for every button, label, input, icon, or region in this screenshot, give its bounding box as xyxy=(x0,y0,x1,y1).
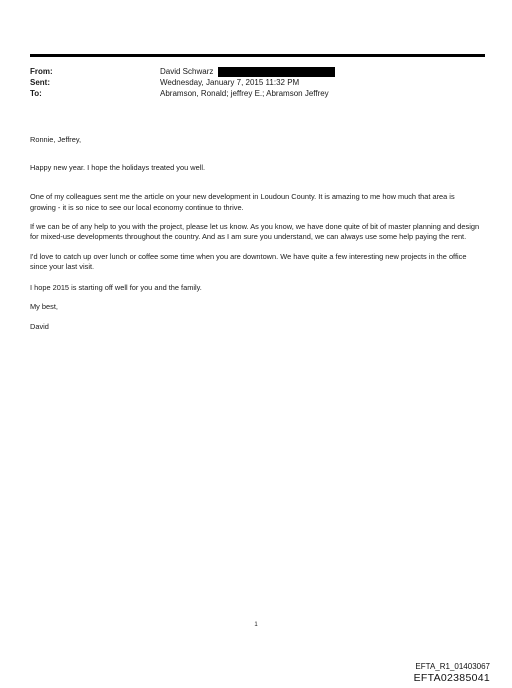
closing: My best, xyxy=(30,301,58,311)
redaction-block xyxy=(218,67,335,77)
to-value: Abramson, Ronald; jeffrey E.; Abramson Jeffrey xyxy=(160,89,329,98)
paragraph-lunch: I'd love to catch up over lunch or coffee some time when you are downtown. We have quite a few interesting new projects in the office since your last visit. xyxy=(30,252,467,272)
sent-row xyxy=(30,77,485,88)
sent-value: Wednesday, January 7, 2015 11:32 PM xyxy=(160,78,300,87)
from-value: David Schwarz xyxy=(160,67,214,76)
paragraph-help: If we can be of any help to you with the project, please let us know. As you know, we have done quite of bit of master planning and design for mixed-use developments throughout the country. And as I am sure you understand, we can always use some help paying the rent. xyxy=(30,221,480,242)
bates-stamp-line-2: EFTA02385041 xyxy=(413,672,490,684)
email-body xyxy=(30,135,480,332)
page-number: 1 xyxy=(254,622,258,628)
greeting: Ronnie, Jeffrey, xyxy=(30,135,82,144)
to-label: To: xyxy=(30,89,42,98)
signature: David xyxy=(30,322,49,332)
to-row xyxy=(30,88,485,99)
bates-stamp-line-1: EFTA_R1_01403067 xyxy=(415,662,490,671)
from-label: From: xyxy=(30,67,53,76)
paragraph-hope: I hope 2015 is starting off well for you and the family. xyxy=(30,282,202,292)
from-value-group xyxy=(160,66,335,77)
sent-label: Sent: xyxy=(30,78,50,87)
bates-stamp xyxy=(414,662,490,684)
paragraph-article: One of my colleagues sent me the article on your new development in Loudoun County. It is amazing to me how much that area is growing - it is so nice to see our local economy continue to thrive. xyxy=(30,192,455,212)
header-divider xyxy=(30,54,485,57)
paragraph-new-year: Happy new year. I hope the holidays treated you well. xyxy=(30,163,206,173)
email-header xyxy=(30,66,485,99)
from-row xyxy=(30,66,485,77)
